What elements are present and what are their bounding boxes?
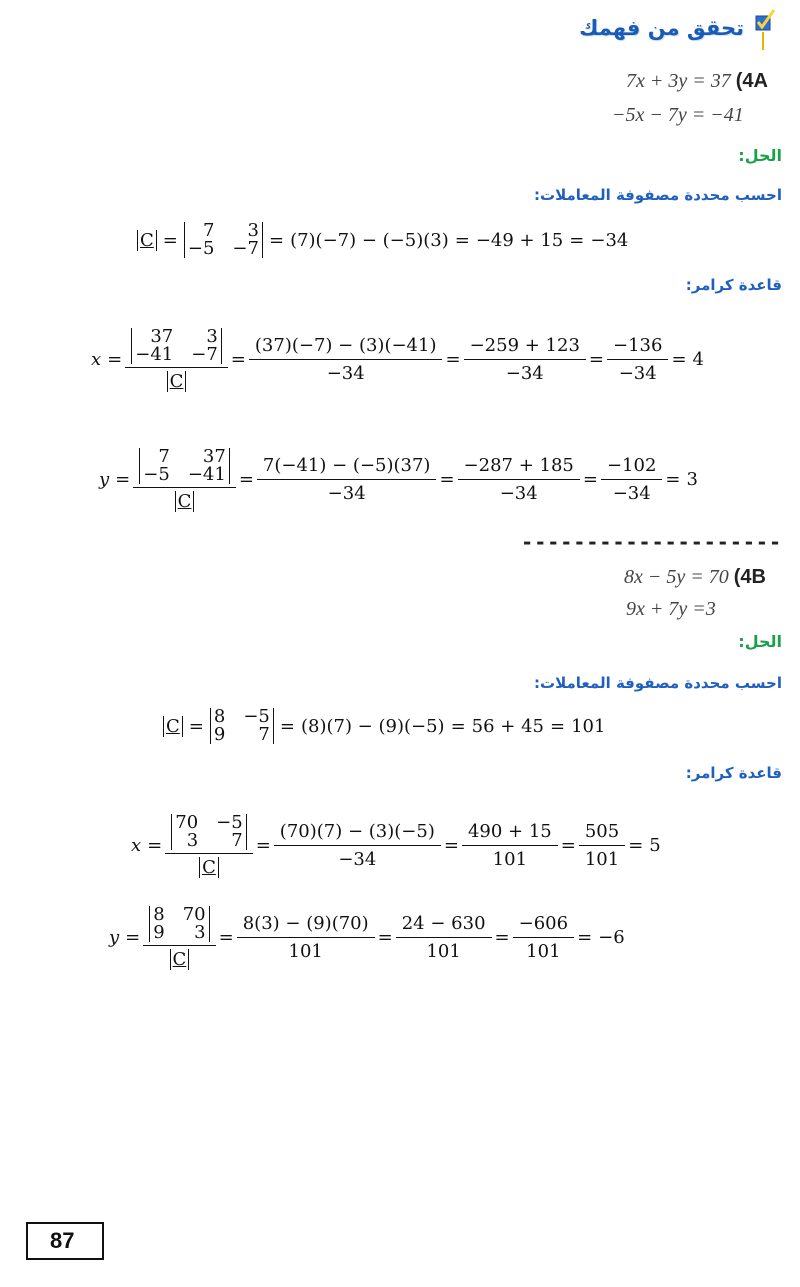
eq-text: 7x + 3y = 37	[626, 70, 731, 92]
m-d: −41	[187, 464, 226, 485]
numerator: 490 + 15	[467, 820, 552, 842]
result: 3	[686, 468, 698, 490]
equals: =	[454, 229, 470, 251]
m-d: 3	[194, 922, 206, 943]
m-a: 70	[175, 812, 199, 833]
eq-4b-2	[626, 598, 716, 621]
expansion: (8)(7) − (9)(−5)	[300, 715, 445, 737]
denominator: −34	[257, 479, 437, 504]
denominator: 101	[462, 845, 558, 870]
determinant-matrix	[184, 222, 263, 258]
abs-c	[163, 716, 183, 737]
var: y	[109, 926, 120, 948]
determinant-matrix	[139, 448, 230, 484]
equals: =	[188, 715, 204, 737]
result: −6	[598, 926, 625, 948]
c-symbol: C	[169, 371, 184, 392]
section-title: تحقق من فهمك	[579, 16, 744, 40]
equals: =	[494, 926, 510, 948]
abs-c	[167, 371, 187, 392]
equals: =	[107, 348, 123, 370]
denominator: 101	[396, 937, 492, 962]
numerator: 24 − 630	[401, 912, 486, 934]
problem-label: (4A	[735, 70, 768, 92]
denominator: 101	[237, 937, 375, 962]
det-c-4b	[160, 708, 608, 744]
eq-4a-1	[626, 70, 768, 93]
numerator: (70)(7) − (3)(−5)	[279, 820, 435, 842]
denominator: −34	[249, 359, 443, 384]
m-b: −5	[216, 812, 243, 833]
equals: =	[238, 468, 254, 490]
numerator: (37)(−7) − (3)(−41)	[254, 334, 437, 356]
expansion: (7)(−7) − (−5)(3)	[290, 229, 449, 251]
equals: =	[588, 348, 604, 370]
x-solution-4a	[88, 326, 707, 392]
c-symbol: C	[166, 715, 180, 737]
page-number	[26, 1222, 104, 1260]
m-a: 37	[150, 326, 174, 347]
denominator: −34	[464, 359, 586, 384]
cramer-fraction	[168, 812, 249, 878]
denominator: −34	[601, 479, 662, 504]
equals: =	[115, 468, 131, 490]
equals: =	[628, 834, 644, 856]
numerator: 505	[584, 820, 620, 842]
equals: =	[439, 468, 455, 490]
numerator: −136	[613, 334, 663, 356]
numerator: −102	[606, 454, 657, 476]
equals: =	[125, 926, 141, 948]
c-symbol: C	[140, 229, 154, 251]
equals: =	[569, 229, 585, 251]
m-a: 7	[158, 446, 170, 467]
m-c: −41	[135, 344, 174, 365]
var: y	[99, 468, 110, 490]
fraction-3	[610, 335, 665, 384]
cramer-fraction	[128, 326, 225, 392]
equals: =	[147, 834, 163, 856]
det-heading: احسب محددة مصفوفة المعاملات:	[534, 186, 782, 204]
fraction-2	[465, 821, 555, 870]
problem-4a-equations	[626, 70, 768, 93]
solution-label: الحل:	[738, 146, 782, 165]
eq-4a-2	[612, 104, 744, 127]
equals: =	[162, 229, 178, 251]
fraction-3	[582, 821, 622, 870]
c-symbol: C	[202, 857, 216, 878]
m-c: 3	[186, 830, 199, 851]
y-solution-4b	[106, 904, 628, 970]
header	[579, 6, 776, 50]
equals: =	[560, 834, 576, 856]
m-c: 9	[213, 724, 226, 745]
problem-label: (4B	[733, 566, 766, 588]
equals: =	[255, 834, 271, 856]
equals: =	[230, 348, 246, 370]
abs-c	[199, 857, 219, 878]
abs-c	[175, 491, 195, 512]
det-c-4a	[134, 222, 631, 258]
m-d: −7	[191, 344, 218, 365]
result: −34	[590, 229, 629, 251]
fraction-1	[240, 913, 372, 962]
solution-label: الحل:	[738, 632, 782, 651]
abs-c	[170, 949, 190, 970]
equals: =	[671, 348, 687, 370]
fraction-2	[461, 455, 577, 504]
numerator: 8(3) − (9)(70)	[242, 912, 369, 934]
equals: =	[577, 926, 593, 948]
equals: =	[550, 715, 566, 737]
denominator: −34	[458, 479, 580, 504]
m-d: 7	[231, 830, 243, 851]
numerator: 7(−41) − (−5)(37)	[262, 454, 431, 476]
c-symbol: C	[172, 949, 187, 970]
denominator: 101	[513, 937, 574, 962]
denominator: −34	[274, 845, 441, 870]
eq-4b-1	[624, 566, 766, 589]
fraction-2	[467, 335, 583, 384]
denominator: 101	[579, 845, 625, 870]
denominator: −34	[607, 359, 668, 384]
fraction-1	[260, 455, 434, 504]
equals: =	[582, 468, 598, 490]
eq-text: −5x − 7y = −41	[612, 104, 744, 126]
equals: =	[450, 715, 466, 737]
eq-text: 8x − 5y = 70	[624, 566, 729, 588]
cramer-heading: قاعدة كرامر:	[685, 276, 782, 294]
m-c: −5	[143, 464, 170, 485]
sum: −49 + 15	[475, 229, 564, 251]
m-b: 37	[202, 446, 226, 467]
m-a: 8	[213, 706, 226, 727]
cramer-fraction	[136, 446, 233, 512]
equals: =	[268, 229, 285, 251]
equals: =	[665, 468, 681, 490]
result: 4	[692, 348, 704, 370]
m-b: −5	[243, 706, 270, 727]
m-d: −7	[232, 238, 259, 259]
m-b: 70	[182, 904, 206, 925]
checkmark-icon	[750, 6, 776, 50]
fraction-3	[516, 913, 571, 962]
m-b: 3	[247, 220, 259, 241]
cramer-heading: قاعدة كرامر:	[685, 764, 782, 782]
numerator: −287 + 185	[463, 454, 574, 476]
m-b: 3	[206, 326, 218, 347]
m-d: 7	[258, 724, 270, 745]
result: 5	[649, 834, 661, 856]
m-a: 7	[202, 220, 215, 241]
var: x	[91, 348, 102, 370]
sum: 56 + 45	[471, 715, 545, 737]
equals: =	[377, 926, 393, 948]
determinant-matrix	[149, 906, 209, 942]
eq-text: 9x + 7y =3	[626, 598, 716, 620]
fraction-1	[277, 821, 438, 870]
page-number-text: 87	[50, 1228, 75, 1253]
numerator: −606	[518, 912, 569, 934]
determinant-matrix	[210, 708, 274, 744]
equals: =	[218, 926, 234, 948]
numerator: −259 + 123	[469, 334, 580, 356]
var: x	[131, 834, 142, 856]
fraction-3	[604, 455, 659, 504]
determinant-matrix	[171, 814, 246, 850]
x-solution-4b	[128, 812, 664, 878]
equals: =	[445, 348, 461, 370]
m-c: 9	[153, 922, 165, 943]
det-heading: احسب محددة مصفوفة المعاملات:	[534, 674, 782, 692]
separator: --------------------	[521, 530, 782, 554]
result: 101	[571, 715, 606, 737]
equals: =	[279, 715, 295, 737]
m-a: 8	[153, 904, 165, 925]
abs-c	[137, 230, 157, 251]
y-solution-4a	[96, 446, 701, 512]
c-symbol: C	[177, 491, 192, 512]
fraction-1	[252, 335, 440, 384]
equals: =	[443, 834, 459, 856]
determinant-matrix	[131, 328, 222, 364]
fraction-2	[399, 913, 489, 962]
m-c: −5	[187, 238, 215, 259]
cramer-fraction	[146, 904, 212, 970]
